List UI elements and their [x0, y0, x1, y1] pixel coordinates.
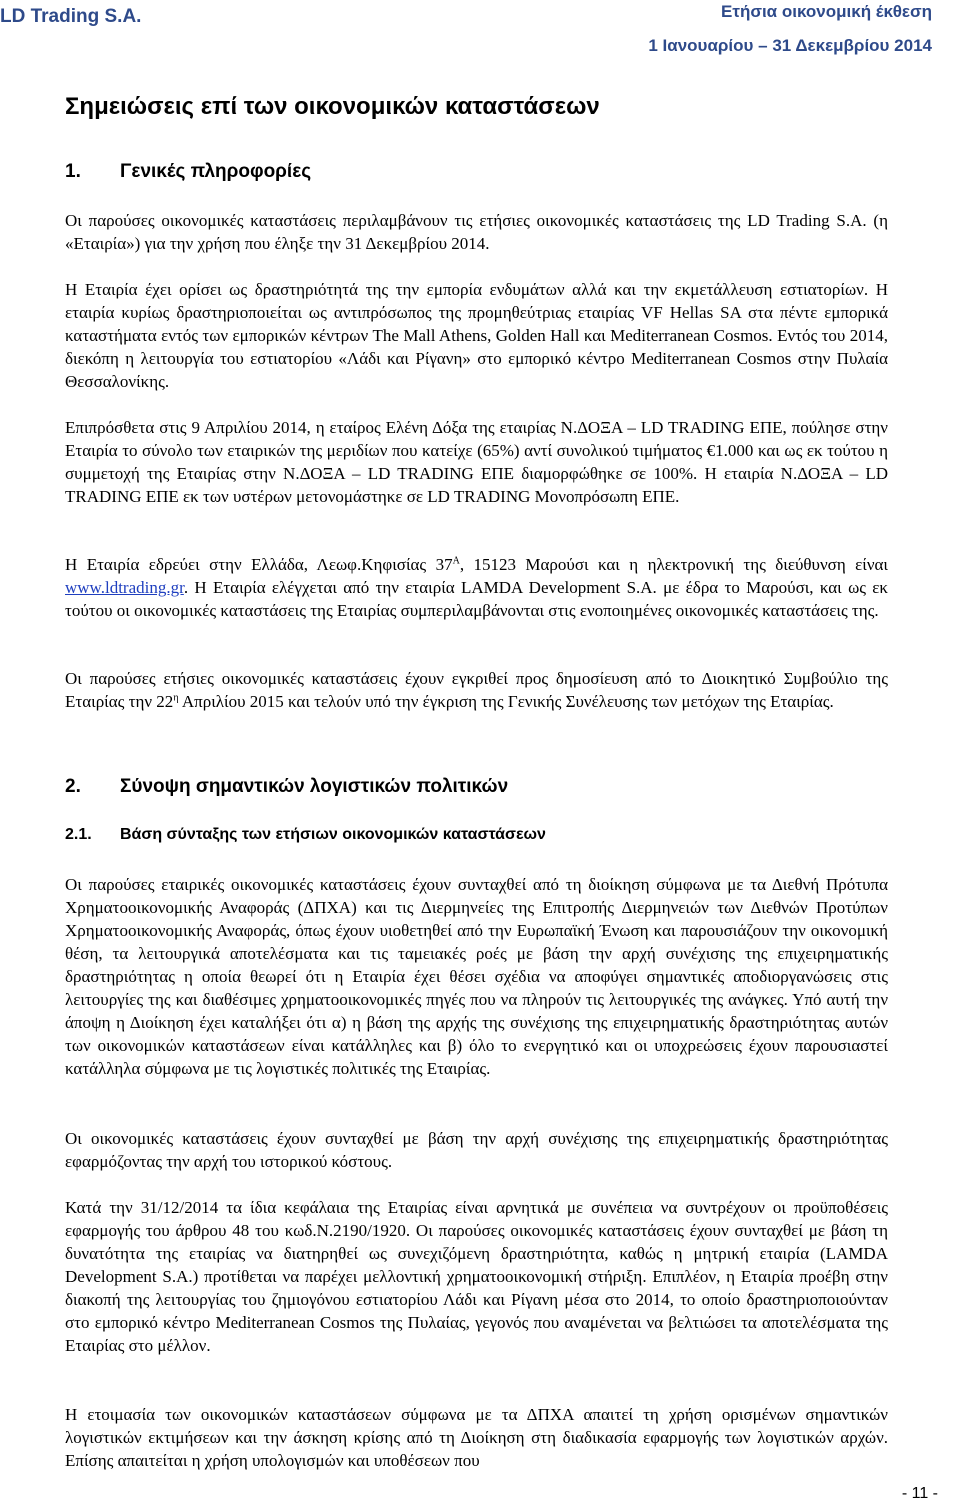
paragraph-4-text-b: , 15123 Μαρούσι και η ηλεκτρονική της διεύθυνση είναι	[459, 555, 889, 574]
section-2-title: Σύνοψη σημαντικών λογιστικών πολιτικών	[120, 776, 509, 797]
section-2-paragraph-4: Η ετοιμασία των οικονομικών καταστάσεων σύμφωνα με τα ΔΠΧΑ απαιτεί τη χρήση ορισμένων σημαντικών λογιστικών εκτιμήσεων και την άσκηση κρίσης από τη Διοίκηση στη διαδικασία εφαρμογής των λογιστικών αρχών. Επίσης απαιτείται η χρήση υπολογισμών και υποθέσεων που	[65, 1405, 888, 1470]
section-1-title: Γενικές πληροφορίες	[120, 161, 312, 182]
subsection-2-1-number: 2.1.	[65, 826, 92, 843]
section-1-paragraph-3: Επιπρόσθετα στις 9 Απριλίου 2014, η εταίρος Ελένη Δόξα της εταιρίας Ν.ΔΟΞΑ – LD TRADING ΕΠΕ, πούλησε στην Εταιρία το σύνολο των εταιρικών της μεριδίων που κατείχε (65%) αντί συνολικού τιμήματος €1.000 και ως εκ τούτου η συμμετοχή της Εταιρίας στην Ν.ΔΟΞΑ – LD TRADING ΕΠΕ διαμορφώθηκε σε 100%. Η εταιρία Ν.ΔΟΞΑ – LD TRADING ΕΠΕ εκ των υστέρων μετονομάστηκε σε LD TRADING Μονοπρόσωπη ΕΠΕ.	[65, 418, 888, 506]
paragraph-4-text-a: Η Εταιρία εδρεύει στην Ελλάδα, Λεωφ.Κηφισίας 37	[65, 555, 453, 574]
section-2-paragraph-1: Οι παρούσες εταιρικές οικονομικές καταστάσεις έχουν συνταχθεί από τη διοίκηση σύμφωνα με τα Διεθνή Πρότυπα Χρηματοοικονομικής Αναφοράς (ΔΠΧΑ) και τις Διερμηνείες της Επιτροπής Διερμηνειών των Διεθνών Προτύπων Χρηματοοικονομικής Αναφοράς, όπως έχουν υιοθετηθεί από την Ευρωπαϊκή Ένωση και παρουσιάζουν την οικονομική θέση, τα λειτουργικά αποτελέσματα και τις ταμειακές ροές με βάση την αρχή συνέχισης της επιχειρηματικής δραστηριότητας η οποία θεωρεί ότι η Εταιρία έχει θέσει σχέδια να αποφύγει σημαντικές αποδιοργανώσεις στις λειτουργίες της και διαθέσιμες χρηματοοικονομικές πηγές που να πληρούν τις λειτουργικές της ανάγκες. Υπό αυτή την άποψη η Διοίκηση έχει καταλήξει ότι α) η βάση της αρχής της συνέχισης της επιχειρηματικής δραστηριότητας αυτών των οικονομικών καταστάσεων είναι κατάλληλες και β) όλο το ενεργητικό και οι υποχρεώσεις έχουν παρουσιαστεί κατάλληλα σύμφωνα με τις λογιστικές πολιτικές της Εταιρίας.	[65, 875, 888, 1078]
paragraph-5-text-a: Οι παρούσες ετήσιες οικονομικές καταστάσεις έχουν εγκριθεί προς δημοσίευση από το Διοικητικό Συμβούλιο της Εταιρίας την 22	[65, 669, 888, 711]
section-1-paragraph-2: Η Εταιρία έχει ορίσει ως δραστηριότητά της την εμπορία ενδυμάτων αλλά και την εκμετάλλευση εστιατορίων. Η εταιρία κυρίως δραστηριοποιείται ως αντιπρόσωπος της προμηθεύτριας εταιρίας VF Hellas SA στα πέντε εμπορικά καταστήματα εντός των εμπορικών κέντρων The Mall Athens, Golden Hall και Mediterranean Cosmos. Εντός του 2014, διεκόπη η λειτουργία του εστιατορίου «Λάδι και Ρίγανη» στο εμπορικό κέντρο Mediterranean Cosmos στην Πυλαία Θεσσαλονίκης.	[65, 280, 888, 391]
section-2-paragraph-3: Κατά την 31/12/2014 τα ίδια κεφάλαια της Εταιρίας είναι αρνητικά με συνέπεια να συντρέχουν οι προϋποθέσεις εφαρμογής του άρθρου 48 του κωδ.Ν.2190/1920. Οι παρούσες οικονομικές καταστάσεις έχουν συνταχθεί με βάση τη δυνατότητα της εταιρίας να διατηρηθεί ως συνεχιζόμενη δραστηριότητα, καθώς η μητρική εταιρία (LAMDA Development S.A.) προτίθεται να παρέχει μελλοντική χρηματοοικονομική στήριξη. Επιπλέον, η Εταιρία προέβη στην διακοπή της λειτουργίας του ζημιογόνου εστιατορίου Λάδι και Ρίγανη μέσα στο 2014, το οποίο δραστηριοποιούνταν στο εμπορικό κέντρο Mediterranean Cosmos της Πυλαίας, γεγονός που αναμένεται να βελτιώσει τα αποτελέσματα της Εταιρίας στο μέλλον.	[65, 1198, 888, 1355]
date-superscript: η	[173, 692, 179, 704]
paragraph-5-text-b: Απριλίου 2015 και τελούν υπό την έγκριση της Γενικής Συνέλευσης των μετόχων της Εταιρίας.	[178, 692, 834, 711]
section-1-paragraph-1: Οι παρούσες οικονομικές καταστάσεις περιλαμβάνουν τις ετήσιες οικονομικές καταστάσεις της LD Trading S.A. (η «Εταιρία») για την χρήση που έληξε την 31 Δεκεμβρίου 2014.	[65, 211, 888, 253]
page-title: Σημειώσεις επί των οικονομικών καταστάσεων	[65, 93, 600, 120]
section-2-number: 2.	[65, 776, 81, 797]
header-company: LD Trading S.A.	[0, 6, 142, 27]
page-number: - 11 -	[901, 1485, 938, 1502]
section-1-number: 1.	[65, 161, 81, 182]
address-superscript: Α	[452, 555, 460, 567]
header-report-title: Ετήσια οικονομική έκθεση	[721, 2, 932, 21]
website-link[interactable]: www.ldtrading.gr	[65, 578, 184, 597]
paragraph-4-text-c: . Η Εταιρία ελέγχεται από την εταιρία LAMDA Development S.A. με έδρα το Μαρούσι, και ως εκ τούτου οι οικονομικές καταστάσεις της Εταιρίας συμπεριλαμβάνονται στις ενοποιημένες οικονομικές καταστάσεις της.	[65, 578, 888, 620]
section-1-paragraph-5	[65, 667, 888, 713]
subsection-2-1-title: Βάση σύνταξης των ετήσιων οικονομικών καταστάσεων	[120, 826, 546, 843]
header-period: 1 Ιανουαρίου – 31 Δεκεμβρίου 2014	[648, 36, 932, 55]
section-1-paragraph-4	[65, 553, 888, 622]
section-2-paragraph-2: Οι οικονομικές καταστάσεις έχουν συνταχθεί με βάση την αρχή συνέχισης της επιχειρηματικής δραστηριότητας εφαρμόζοντας την αρχή του ιστορικού κόστους.	[65, 1129, 888, 1171]
